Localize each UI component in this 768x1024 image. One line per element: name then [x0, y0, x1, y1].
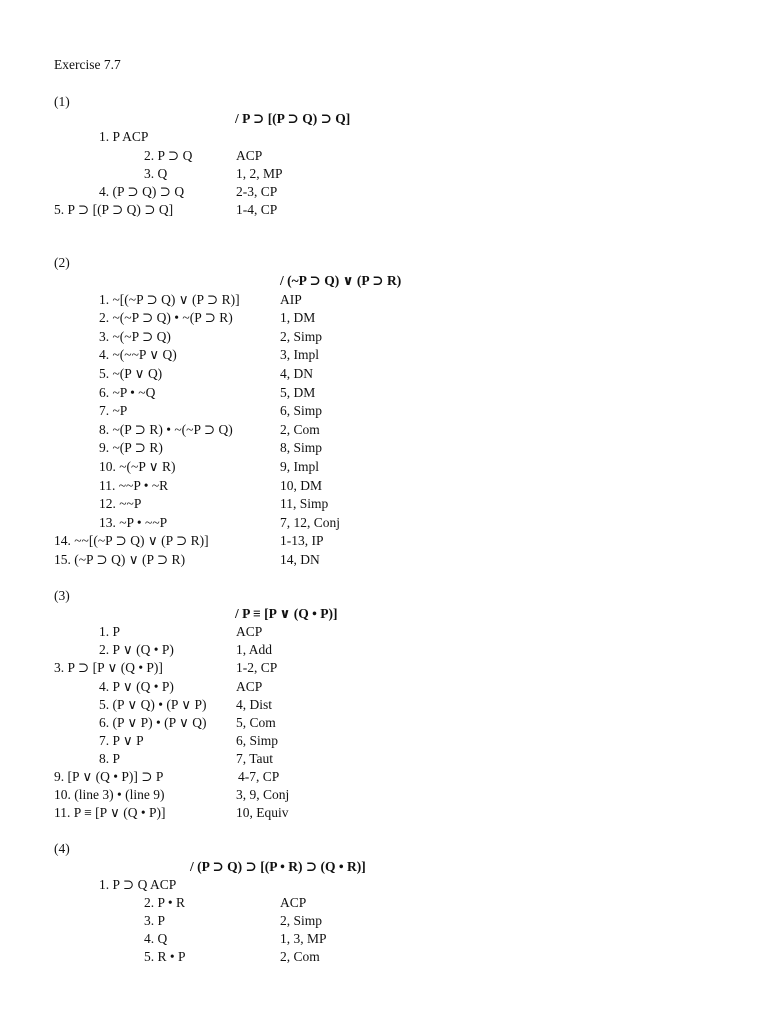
proof-justification: AIP	[280, 292, 302, 307]
proof-line: 6. (P ∨ P) • (P ∨ Q)	[99, 715, 207, 730]
proof-line: 12. ~~P	[99, 496, 142, 511]
proof-line: 10. (line 3) • (line 9)	[54, 787, 165, 802]
proof-line: 2. ~(~P ⊃ Q) • ~(P ⊃ R)	[99, 310, 233, 325]
proof-justification: 7, 12, Conj	[280, 515, 341, 530]
proof-justification: 6, Simp	[236, 733, 279, 748]
proof-line: 1. ~[(~P ⊃ Q) ∨ (P ⊃ R)]	[99, 292, 240, 307]
proof-justification: 1, 2, MP	[236, 166, 283, 181]
proof-justification: 5, DM	[280, 385, 316, 400]
proof-line: 3. Q	[144, 166, 168, 181]
proof-justification: 1, 3, MP	[280, 931, 327, 946]
proof-justification: 1-4, CP	[236, 202, 278, 217]
proof-line: 11. ~~P • ~R	[99, 478, 169, 493]
proof-line: 5. R • P	[144, 949, 186, 964]
proof-line: 14. ~~[(~P ⊃ Q) ∨ (P ⊃ R)]	[54, 533, 209, 548]
proof-justification: ACP	[280, 895, 307, 910]
exercise-2-label: (2)	[54, 255, 70, 270]
exercise-4-conclusion: / (P ⊃ Q) ⊃ [(P • R) ⊃ (Q • R)]	[190, 859, 366, 874]
proof-line: 15. (~P ⊃ Q) ∨ (P ⊃ R)	[54, 552, 186, 567]
proof-line: 11. P ≡ [P ∨ (Q • P)]	[54, 805, 166, 820]
proof-line: 8. ~(P ⊃ R) • ~(~P ⊃ Q)	[99, 422, 233, 437]
exercise-1-label: (1)	[54, 94, 70, 109]
proof-line: 7. P ∨ P	[99, 733, 144, 748]
proof-line: 1. P ⊃ Q ACP	[99, 877, 177, 892]
proof-justification: 4-7, CP	[238, 769, 280, 784]
proof-line: 3. P	[144, 913, 166, 928]
proof-justification: 4, Dist	[236, 697, 273, 712]
proof-justification: 3, 9, Conj	[236, 787, 290, 802]
proof-line: 4. Q	[144, 931, 168, 946]
proof-line: 4. ~(~~P ∨ Q)	[99, 347, 177, 362]
proof-line: 5. (P ∨ Q) • (P ∨ P)	[99, 697, 207, 712]
proof-line: 5. P ⊃ [(P ⊃ Q) ⊃ Q]	[54, 202, 174, 217]
proof-line: 4. P ∨ (Q • P)	[99, 679, 174, 694]
proof-line: 1. P	[99, 624, 121, 639]
exercise-3-conclusion: / P ≡ [P ∨ (Q • P)]	[235, 606, 338, 621]
proof-justification: 7, Taut	[236, 751, 274, 766]
document-title: Exercise 7.7	[54, 57, 121, 72]
proof-justification: 2, Simp	[280, 913, 323, 928]
proof-justification: 6, Simp	[280, 403, 323, 418]
proof-line: 2. P • R	[144, 895, 185, 910]
proof-justification: 8, Simp	[280, 440, 323, 455]
proof-justification: 2-3, CP	[236, 184, 278, 199]
proof-line: 10. ~(~P ∨ R)	[99, 459, 176, 474]
exercise-4-label: (4)	[54, 841, 70, 856]
exercise-3-label: (3)	[54, 588, 70, 603]
proof-line: 9. ~(P ⊃ R)	[99, 440, 163, 455]
proof-line: 2. P ⊃ Q	[144, 148, 193, 163]
proof-justification: 10, Equiv	[236, 805, 289, 820]
proof-justification: 10, DM	[280, 478, 323, 493]
proof-line: 3. P ⊃ [P ∨ (Q • P)]	[54, 660, 163, 675]
exercise-1-conclusion: / P ⊃ [(P ⊃ Q) ⊃ Q]	[235, 111, 351, 126]
proof-justification: 2, Simp	[280, 329, 323, 344]
proof-line: 7. ~P	[99, 403, 128, 418]
proof-line: 6. ~P • ~Q	[99, 385, 156, 400]
proof-justification: 5, Com	[236, 715, 276, 730]
proof-line: 9. [P ∨ (Q • P)] ⊃ P	[54, 769, 164, 784]
proof-justification: 3, Impl	[280, 347, 319, 362]
proof-justification: ACP	[236, 679, 263, 694]
proof-line: 8. P	[99, 751, 121, 766]
proof-justification: 2, Com	[280, 949, 320, 964]
proof-justification: 1-13, IP	[280, 533, 324, 548]
proof-line: 4. (P ⊃ Q) ⊃ Q	[99, 184, 185, 199]
proof-justification: 9, Impl	[280, 459, 319, 474]
proof-justification: 1, Add	[236, 642, 273, 657]
proof-justification: 14, DN	[280, 552, 320, 567]
proof-line: 3. ~(~P ⊃ Q)	[99, 329, 171, 344]
proof-justification: 2, Com	[280, 422, 320, 437]
proof-justification: 4, DN	[280, 366, 313, 381]
proof-line: 1. P ACP	[99, 129, 149, 144]
proof-justification: ACP	[236, 624, 263, 639]
proof-line: 13. ~P • ~~P	[99, 515, 168, 530]
proof-justification: 1, DM	[280, 310, 316, 325]
proof-line: 2. P ∨ (Q • P)	[99, 642, 174, 657]
proof-line: 5. ~(P ∨ Q)	[99, 366, 163, 381]
proof-justification: 1-2, CP	[236, 660, 278, 675]
exercise-2-conclusion: / (~P ⊃ Q) ∨ (P ⊃ R)	[280, 273, 402, 288]
proof-justification: 11, Simp	[280, 496, 329, 511]
proof-justification: ACP	[236, 148, 263, 163]
